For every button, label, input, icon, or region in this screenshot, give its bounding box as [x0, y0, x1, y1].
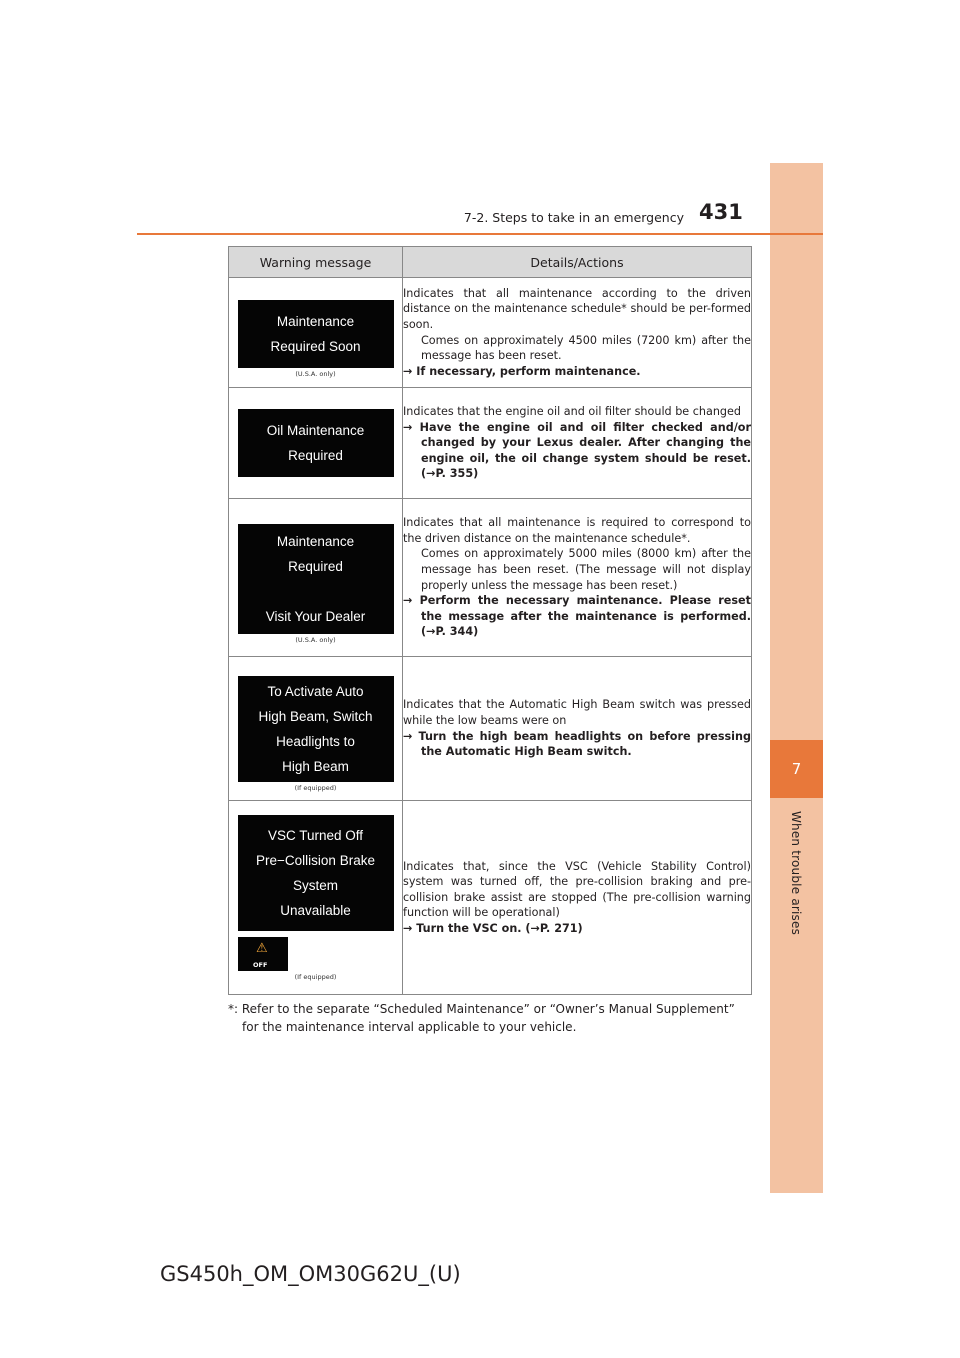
page-number: 431 [699, 200, 743, 224]
display-line: Required [288, 448, 343, 463]
message-display-cell [229, 388, 403, 499]
details-text: Indicates that all maintenance is required to correspond to the driven distance on the maintenance schedule*. [403, 516, 751, 545]
icon-label: OFF [253, 960, 268, 969]
display-line: Pre−Collision Brake [256, 852, 375, 868]
side-tab-bar [770, 163, 823, 1193]
display-line: Visit Your Dealer [265, 608, 366, 624]
display-line: Maintenance [276, 533, 355, 549]
display-line: High Beam, Switch [258, 708, 373, 724]
display-line: Oil Maintenance [266, 423, 365, 438]
details-text: Indicates that, since the VSC (Vehicle Stability Control) system was turned off, the pre-collision braking and pre-collision brake assist are stopped (The pre-collision warning function will be operational) [403, 859, 751, 920]
skid-car-icon: ⚠ [256, 940, 268, 956]
details-text: Indicates that all maintenance according to the driven distance on the maintenance schedule* should be per-formed soon. [403, 286, 751, 331]
display-blank-line [238, 579, 394, 604]
availability-note: (U.S.A. only) [295, 369, 336, 378]
details-cell [403, 657, 752, 801]
display-line: To Activate Auto [267, 683, 364, 699]
table-row [229, 388, 752, 499]
column-header-details: Details/Actions [403, 247, 752, 278]
details-cell [403, 278, 752, 388]
column-header-message: Warning message [229, 247, 403, 278]
action-text: → Perform the necessary maintenance. Please reset the message after the maintenance is performed. (→P. 344) [403, 594, 751, 639]
availability-note: (If equipped) [294, 783, 337, 792]
table-row [229, 801, 752, 995]
message-display-cell [229, 499, 403, 657]
document-code: GS450h_OM_OM30G62U_(U) [160, 1262, 461, 1286]
action-text: → Turn the VSC on. (→P. 271) [403, 921, 583, 935]
display-line: Required Soon [270, 338, 361, 354]
action-text: → If necessary, perform maintenance. [403, 364, 641, 378]
table-row [229, 657, 752, 801]
chapter-number-tab: 7 [770, 740, 823, 798]
header-rule [137, 233, 823, 235]
display-line: Headlights to [276, 733, 355, 749]
message-display [238, 409, 394, 477]
action-text: → Have the engine oil and oil filter checked and/or changed by your Lexus dealer. After changing the engine oil, the oil change system should be reset. (→P. 355) [403, 420, 751, 481]
display-line: Maintenance [276, 313, 355, 329]
section-title: 7-2. Steps to take in an emergency [463, 210, 684, 225]
message-display [238, 524, 394, 634]
action-text: → Turn the high beam headlights on before pressing the Automatic High Beam switch. [403, 729, 751, 759]
details-cell [403, 801, 752, 995]
footnote-line: *: Refer to the separate “Scheduled Maintenance” or “Owner’s Manual Supplement” [228, 1002, 735, 1016]
vsc-off-indicator-icon [238, 937, 288, 971]
table-header-row [229, 247, 752, 278]
message-display-cell [229, 801, 403, 995]
availability-note: (If equipped) [294, 972, 337, 981]
details-cell [403, 388, 752, 499]
details-indented: Comes on approximately 5000 miles (8000 km) after the message has been reset. (The message will not display properly unless the message has been reset.) [421, 547, 751, 592]
details-cell [403, 499, 752, 657]
table-row [229, 499, 752, 657]
warning-message-table [228, 246, 752, 995]
display-line: High Beam [282, 758, 349, 774]
display-line: Unavailable [280, 902, 351, 918]
chapter-title-vertical [768, 808, 824, 938]
display-line: VSC Turned Off [267, 827, 364, 843]
message-display [238, 300, 394, 368]
display-line: Required [288, 558, 343, 574]
footnote [228, 1000, 756, 1036]
message-display [238, 676, 394, 782]
table-row [229, 278, 752, 388]
availability-note: (U.S.A. only) [295, 635, 336, 644]
message-display [238, 815, 394, 931]
message-display-cell [229, 278, 403, 388]
message-display-cell [229, 657, 403, 801]
footnote-line: for the maintenance interval applicable to your vehicle. [242, 1020, 577, 1034]
details-text: Indicates that the Automatic High Beam switch was pressed while the low beams were on [403, 698, 751, 727]
details-indented: Comes on approximately 4500 miles (7200 km) after the message has been reset. [421, 333, 751, 363]
details-text: Indicates that the engine oil and oil filter should be changed [403, 405, 742, 419]
display-line: System [292, 877, 338, 893]
chapter-title: When trouble arises [789, 810, 803, 936]
